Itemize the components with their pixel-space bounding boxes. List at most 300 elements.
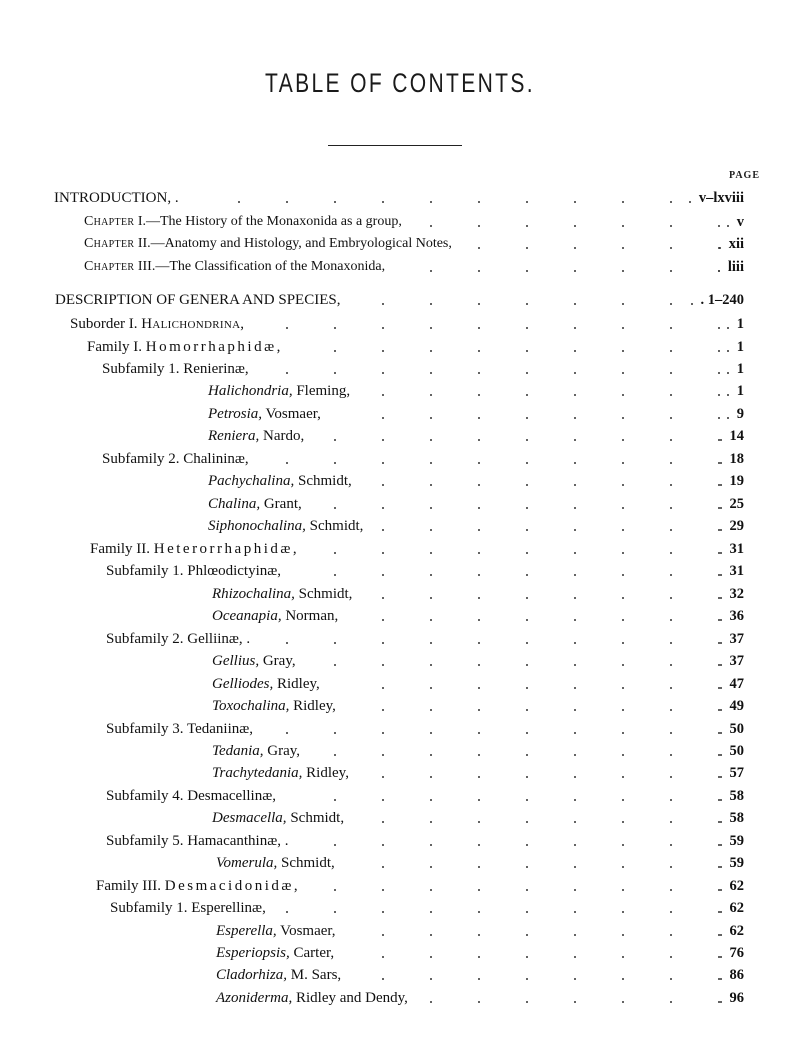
leader-dot [430,934,432,936]
leader-dot [382,934,384,936]
leader-dot [478,709,480,711]
leader-dot [720,574,722,576]
toc-entry-name: Carter, [293,945,335,961]
toc-entry-name: Schmidt, [298,586,353,602]
leader-dot [382,327,384,329]
leader-dot [720,597,722,599]
leader-dot [622,664,624,666]
toc-entry-ital: Rhizochalina, [212,586,295,602]
leader-dot [478,303,480,305]
leader-dot [526,439,528,441]
leader-dot [670,934,672,936]
leader-dot [670,844,672,846]
leader-dot [334,799,336,801]
leader-dot [430,956,432,958]
toc-entry-name: Grant, [263,496,302,512]
leader-dot [574,327,576,329]
leader-dot [670,507,672,509]
leader-dot [478,844,480,846]
leader-dot [526,350,528,352]
toc-entry[interactable] [0,897,800,919]
leader-dot [622,821,624,823]
leader-dot [334,844,336,846]
toc-entry[interactable] [0,560,800,582]
leader-dot [286,201,288,203]
toc-entry-ital: Petrosia, [208,406,263,422]
toc-entry-ital: Pachychalina, [208,473,295,489]
leader-dot [622,372,624,374]
toc-entry-ital: Reniera, [208,428,260,444]
leader-dot [720,799,722,801]
leader-dot [526,709,528,711]
leader-dot [526,754,528,756]
leader-dot [430,911,432,913]
leader-dot [478,642,480,644]
leader-dot [382,956,384,958]
leader-dot [430,597,432,599]
leader-dot [670,439,672,441]
toc-entry[interactable] [0,313,800,335]
leader-dot [574,799,576,801]
leader-dot [574,687,576,689]
leader-dots [0,256,800,278]
leader-dot [430,372,432,374]
leader-dot [526,507,528,509]
leader-dot [526,225,528,227]
leader-dot [478,247,480,249]
toc-entry-page: 1 [736,383,744,399]
leader-dot [382,462,384,464]
leader-dot [526,394,528,396]
toc-entry[interactable] [0,875,800,897]
toc-entry-page: 36 [729,608,744,624]
leader-dot [382,821,384,823]
toc-entry[interactable] [0,964,800,986]
toc-entry-name: Nardo, [262,428,305,444]
leader-dot [622,732,624,734]
leader-dot [574,574,576,576]
leader-dots [0,470,800,492]
leader-dot [720,732,722,734]
leader-dot [382,484,384,486]
leader-dot [727,327,729,329]
leader-dot [382,799,384,801]
toc-entry-page: 37 [729,653,744,669]
toc-entry-ital: Esperiopsis, [216,945,290,961]
toc-entry[interactable] [0,448,800,470]
leader-dot [382,687,384,689]
leader-dot [574,844,576,846]
leader-dot [670,732,672,734]
leader-dot [382,417,384,419]
toc-entry[interactable] [0,256,800,278]
leader-dot [430,529,432,531]
toc-entry-page: . 1–240 [700,292,744,308]
leader-dot [382,642,384,644]
leader-dot [526,1001,528,1003]
toc-entry-sc: Chapter [84,236,135,251]
leader-dot [670,619,672,621]
leader-dot [720,462,722,464]
leader-dot [430,709,432,711]
toc-entry[interactable] [0,358,800,380]
toc-entry-page: 31 [729,541,744,557]
leader-dot [286,372,288,374]
leader-dots [0,448,800,470]
leader-dot [430,1001,432,1003]
toc-entry-page: 37 [729,631,744,647]
leader-dot [334,439,336,441]
leader-dots [0,515,800,537]
leader-dot [574,889,576,891]
leader-dot [478,619,480,621]
toc-entry-page: 86 [729,967,744,983]
leader-dots [0,380,800,402]
leader-dot [670,642,672,644]
leader-dots [0,605,800,627]
toc-entry[interactable] [0,336,800,358]
toc-entry-ital: Gelliodes, [212,676,274,692]
toc-entry[interactable] [0,583,800,605]
leader-dot [478,439,480,441]
leader-dot [526,799,528,801]
toc-entry[interactable] [0,628,800,650]
toc-entry-sc: Chapter [84,259,135,274]
toc-entry-page: 58 [729,810,744,826]
leader-dot [720,754,722,756]
leader-dot [382,619,384,621]
toc-entry-name: Schmidt, [290,810,345,826]
leader-dot [670,225,672,227]
leader-dot [720,866,722,868]
leader-dot [574,417,576,419]
leader-dot [622,247,624,249]
page-column-heading: PAGE [728,170,760,181]
leader-dot [478,270,480,272]
toc-entry[interactable] [0,493,800,515]
leader-dot [526,372,528,374]
leader-dot [382,664,384,666]
leader-dot [286,462,288,464]
leader-dot [574,303,576,305]
leader-dot [334,507,336,509]
toc-entry[interactable] [0,380,800,402]
leader-dots [0,233,800,255]
leader-dot [622,225,624,227]
toc-entry-ital: Gellius, [212,653,260,669]
leader-dot [478,978,480,980]
leader-dot [286,911,288,913]
leader-dot [670,956,672,958]
leader-dot [622,439,624,441]
toc-entry[interactable] [0,403,800,425]
leader-dots [0,785,800,807]
leader-dot [727,225,729,227]
leader-dot [720,844,722,846]
toc-entry[interactable] [0,233,800,255]
leader-dot [286,327,288,329]
leader-dot [670,529,672,531]
toc-entry-lead: Family III. [96,878,161,894]
leader-dot [670,574,672,576]
leader-dot [718,417,720,419]
leader-dot [727,350,729,352]
toc-entry-lead: INTRODUCTION, . [54,190,179,206]
leader-dots [0,897,800,919]
leader-dot [526,417,528,419]
toc-entry-page: 96 [729,990,744,1006]
leader-dot [670,709,672,711]
leader-dot [670,552,672,554]
toc-entry[interactable] [0,695,800,717]
toc-entry-name: Gray, [262,653,296,669]
leader-dot [382,978,384,980]
leader-dot [478,934,480,936]
leader-dot [574,201,576,203]
toc-entry-page: 14 [729,428,744,444]
toc-entry[interactable] [0,830,800,852]
leader-dots [0,740,800,762]
leader-dot [622,799,624,801]
leader-dot [334,664,336,666]
toc-entry-lead: Family II. [90,541,150,557]
toc-entry-spaced: Heterorrhaphidæ, [153,541,300,557]
toc-entry-page: 1 [736,316,744,332]
leader-dots [0,289,800,311]
leader-dot [574,225,576,227]
leader-dot [430,552,432,554]
leader-dot [622,844,624,846]
leader-dots [0,187,800,209]
toc-entry[interactable] [0,470,800,492]
leader-dot [334,327,336,329]
leader-dot [718,270,720,272]
leader-dot [430,484,432,486]
leader-dot [478,889,480,891]
toc-entry[interactable] [0,762,800,784]
toc-entry-page: v–lxviii [698,190,744,206]
leader-dot [526,462,528,464]
toc-entry[interactable] [0,987,800,1009]
leader-dots [0,964,800,986]
toc-entry-lead: Subfamily 1. Phlœodictyinæ, [106,563,282,579]
leader-dot [574,776,576,778]
leader-dot [430,866,432,868]
leader-dot [430,462,432,464]
leader-dot [478,664,480,666]
leader-dots [0,403,800,425]
toc-entry-lead: Subfamily 2. Gelliinæ, . [106,631,251,647]
leader-dot [622,552,624,554]
leader-dot [720,687,722,689]
title-rule [328,145,462,146]
leader-dot [526,664,528,666]
leader-dot [622,978,624,980]
toc-entry-lead: Subfamily 1. Esperellinæ, [110,900,266,916]
leader-dot [478,956,480,958]
toc-entry[interactable] [0,740,800,762]
leader-dot [574,462,576,464]
toc-entry-lead: Subfamily 5. Hamacanthinæ, . [106,833,289,849]
toc-entry-ital: Desmacella, [212,810,287,826]
leader-dot [382,552,384,554]
toc-entry[interactable] [0,718,800,740]
toc-entry-lead: III.—The Classification of the Monaxonida, [137,259,386,274]
leader-dot [478,597,480,599]
toc-entry-page: v [736,214,744,230]
toc-entry[interactable] [0,942,800,964]
leader-dot [478,507,480,509]
leader-dot [720,664,722,666]
leader-dot [382,844,384,846]
toc-entry-name: Ridley, [277,676,320,692]
leader-dot [574,619,576,621]
leader-dot [720,552,722,554]
page-title: TABLE OF CONTENTS. [265,68,535,98]
leader-dot [478,484,480,486]
toc-entry[interactable] [0,425,800,447]
leader-dot [430,799,432,801]
leader-dot [430,417,432,419]
leader-dot [718,225,720,227]
leader-dot [526,821,528,823]
toc-entry[interactable] [0,515,800,537]
leader-dot [622,201,624,203]
leader-dot [430,619,432,621]
leader-dot [622,776,624,778]
leader-dot [720,889,722,891]
toc-entry-name: Ridley, [306,765,349,781]
leader-dot [670,303,672,305]
toc-entry[interactable] [0,605,800,627]
toc-entry[interactable] [0,920,800,942]
toc-entry[interactable] [0,650,800,672]
leader-dot [622,484,624,486]
leader-dots [0,628,800,650]
toc-entry-name: M. Sars, [290,967,342,983]
toc-entry-lead: Subfamily 2. Chalininæ, [102,451,249,467]
leader-dot [526,327,528,329]
leader-dots [0,807,800,829]
leader-dot [622,327,624,329]
toc-entry-page: 9 [736,406,744,422]
leader-dot [622,754,624,756]
leader-dot [720,1001,722,1003]
leader-dot [526,978,528,980]
leader-dot [718,327,720,329]
leader-dot [478,529,480,531]
toc-entry-ital: Vomerula, [216,855,278,871]
toc-entry-page: 47 [729,676,744,692]
leader-dot [670,327,672,329]
leader-dot [574,754,576,756]
leader-dots [0,673,800,695]
leader-dot [670,978,672,980]
toc-entry[interactable] [0,807,800,829]
leader-dot [670,462,672,464]
leader-dot [689,201,691,203]
leader-dot [622,507,624,509]
toc-entry[interactable] [0,211,800,233]
leader-dot [670,484,672,486]
leader-dots [0,211,800,233]
leader-dot [382,350,384,352]
toc-entry-page: 62 [729,923,744,939]
toc-entry-lead: DESCRIPTION OF GENERA AND SPECIES, [55,292,341,308]
leader-dot [478,911,480,913]
leader-dot [574,439,576,441]
toc-entry[interactable] [0,289,800,311]
leader-dot [526,687,528,689]
leader-dot [670,687,672,689]
leader-dot [382,529,384,531]
toc-entry-page: xii [728,236,744,252]
toc-entry-ital: Chalina, [208,496,261,512]
toc-entry[interactable] [0,673,800,695]
toc-entry-page: 49 [729,698,744,714]
toc-entry[interactable] [0,852,800,874]
leader-dot [670,754,672,756]
leader-dot [382,372,384,374]
leader-dots [0,358,800,380]
leader-dots [0,583,800,605]
leader-dot [478,754,480,756]
leader-dot [334,350,336,352]
leader-dots [0,830,800,852]
leader-dot [526,529,528,531]
leader-dot [574,372,576,374]
toc-entry-name: Schmidt, [297,473,352,489]
leader-dot [622,911,624,913]
toc-entry[interactable] [0,785,800,807]
leader-dot [718,372,720,374]
toc-entry-name: Norman, [285,608,339,624]
leader-dot [670,201,672,203]
toc-entry[interactable] [0,187,800,209]
leader-dot [334,462,336,464]
leader-dot [622,597,624,599]
toc-entry-page: 50 [729,721,744,737]
leader-dot [526,732,528,734]
leader-dot [334,552,336,554]
toc-entry-lead: Suborder I. [70,316,138,332]
leader-dot [670,799,672,801]
leader-dot [430,350,432,352]
toc-entry-sc: Halichondrina, [141,316,245,332]
leader-dots [0,560,800,582]
leader-dot [574,934,576,936]
leader-dot [622,687,624,689]
leader-dot [526,574,528,576]
leader-dot [622,1001,624,1003]
toc-entry-page: 50 [729,743,744,759]
leader-dot [574,247,576,249]
leader-dot [574,866,576,868]
toc-entry-page: 59 [729,833,744,849]
leader-dot [574,394,576,396]
toc-entry-page: 62 [729,900,744,916]
leader-dot [286,642,288,644]
toc-entry[interactable] [0,538,800,560]
leader-dot [478,394,480,396]
leader-dot [718,350,720,352]
leader-dots [0,425,800,447]
leader-dot [382,866,384,868]
leader-dot [382,507,384,509]
leader-dot [478,201,480,203]
leader-dot [334,732,336,734]
leader-dot [574,350,576,352]
